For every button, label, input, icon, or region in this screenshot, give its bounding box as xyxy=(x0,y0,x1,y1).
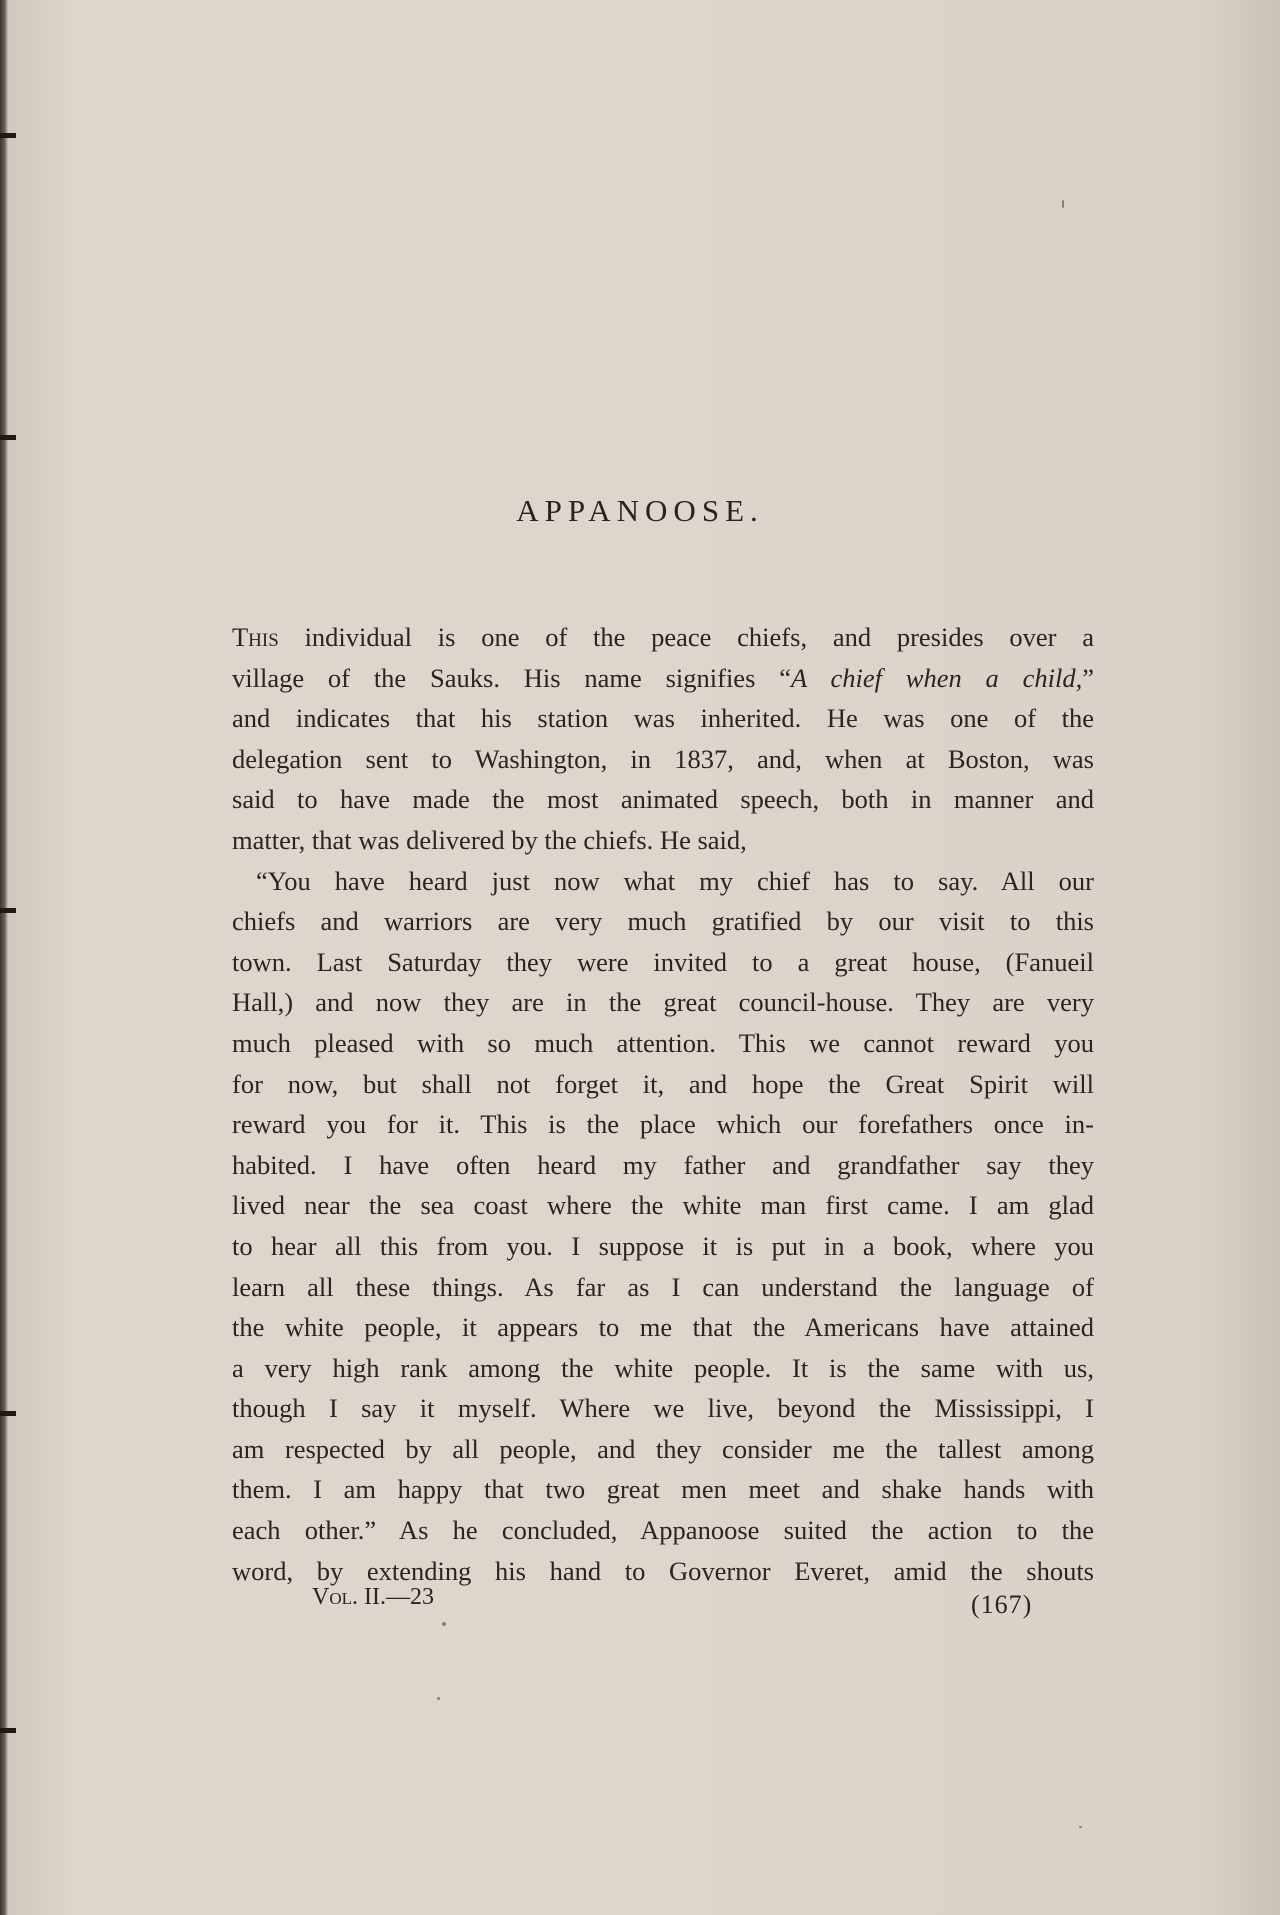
text-line: learn all these things. As far as I can understand the language of xyxy=(232,1271,1094,1302)
signature-mark: Vol. II.—23 xyxy=(312,1584,434,1610)
binding-thread-mark xyxy=(0,435,16,440)
text-line: town. Last Saturday they were invited to a great house, (Fanueil xyxy=(232,946,1094,977)
paper-speck xyxy=(1079,1826,1082,1828)
text-line: them. I am happy that two great men meet and shake hands with xyxy=(232,1474,1094,1505)
text-line: delegation sent to Washington, in 1837, and, when at Boston, was xyxy=(232,743,1094,774)
paper-speck xyxy=(1062,200,1064,208)
quote-close: ” xyxy=(1082,662,1094,693)
page-number: (167) xyxy=(971,1590,1033,1619)
name-meaning: A chief when a child, xyxy=(790,662,1083,693)
binding-thread-mark xyxy=(0,908,16,913)
binding-thread-mark xyxy=(0,1728,16,1733)
text-line: for now, but shall not forget it, and hope the Great Spirit will xyxy=(232,1068,1094,1099)
text-line: the white people, it appears to me that the Americans have attained xyxy=(232,1312,1094,1343)
opening-word: This xyxy=(232,622,279,652)
text-line xyxy=(232,658,1094,699)
text-line: said to have made the most animated speech, both in manner and xyxy=(232,784,1094,815)
text-line: lived near the sea coast where the white man first came. I am glad xyxy=(232,1190,1094,1221)
paper-speck xyxy=(437,1697,440,1700)
line-text: individual is one of the peace chiefs, and presides over a xyxy=(304,622,1094,652)
page-title: APPANOOSE. xyxy=(516,493,764,528)
text-line: chiefs and warriors are very much gratified by our visit to this xyxy=(232,906,1094,937)
text-line: though I say it myself. Where we live, beyond the Mississippi, I xyxy=(232,1393,1094,1424)
text-line: word, by extending his hand to Governor Everet, amid the shouts xyxy=(232,1555,1094,1586)
text-line: to hear all this from you. I suppose it is put in a book, where you xyxy=(232,1230,1094,1261)
body-text xyxy=(232,617,1094,1591)
text-line xyxy=(232,617,1094,658)
text-line: much pleased with so much attention. This we cannot reward you xyxy=(232,1027,1094,1058)
text-line: “You have heard just now what my chief has to say. All our xyxy=(256,865,1094,896)
text-line: habited. I have often heard my father and grandfather say they xyxy=(232,1149,1094,1180)
text-line: reward you for it. This is the place which our forefathers once in- xyxy=(232,1109,1094,1140)
text-line: a very high rank among the white people. It is the same with us, xyxy=(232,1352,1094,1383)
paper-speck xyxy=(442,1622,446,1626)
text-line: am respected by all people, and they consider me the tallest among xyxy=(232,1433,1094,1464)
text-line: and indicates that his station was inherited. He was one of the xyxy=(232,703,1094,734)
text-line: each other.” As he concluded, Appanoose suited the action to the xyxy=(232,1515,1094,1546)
binding-thread-mark xyxy=(0,1411,16,1416)
text-line: matter, that was delivered by the chiefs. He said, xyxy=(232,824,747,855)
binding-thread-mark xyxy=(0,133,16,138)
text-line: Hall,) and now they are in the great council-house. They are very xyxy=(232,987,1094,1018)
binding-edge xyxy=(0,0,8,1915)
line-text: village of the Sauks. His name signifies “ xyxy=(232,662,791,693)
